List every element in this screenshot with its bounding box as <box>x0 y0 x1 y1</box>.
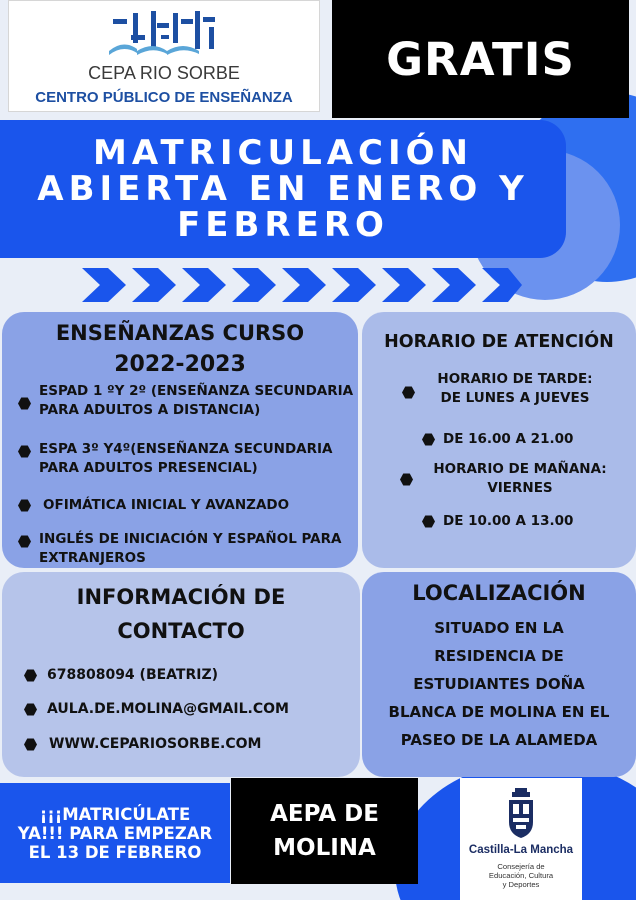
morning-days: VIERNES <box>487 480 553 496</box>
center-name-box <box>231 778 418 884</box>
free-label: GRATIS <box>386 32 575 86</box>
list-item-text: ESPAD 1 ºY 2º (ENSEÑANZA SECUNDARIA PARA ADULTOS A DISTANCIA) <box>39 383 354 418</box>
hexagon-bullet-icon <box>24 738 37 751</box>
contact-title-line2: CONTACTO <box>117 619 245 643</box>
morning-schedule <box>414 460 626 498</box>
schedule-title: HORARIO DE ATENCIÓN <box>384 332 614 352</box>
list-item <box>18 440 356 478</box>
teachings-title-line1: ENSEÑANZAS CURSO <box>55 321 305 345</box>
website-link[interactable]: WWW.CEPARIOSORBE.COM <box>49 736 262 752</box>
hexagon-bullet-icon <box>24 669 37 682</box>
chevron-arrows-icon <box>82 268 522 302</box>
hexagon-bullet-icon <box>18 445 31 458</box>
teachings-panel <box>2 312 358 568</box>
castilla-la-mancha-logo <box>460 778 582 900</box>
phone-text: 678808094 (BEATRIZ) <box>47 667 219 683</box>
free-badge <box>332 0 629 118</box>
region-name: Castilla-La Mancha <box>468 844 574 856</box>
list-item-text: OFIMÁTICA INICIAL Y AVANZADO <box>43 497 290 513</box>
contact-phone <box>24 666 218 685</box>
list-item-text: INGLÉS DE INICIACIÓN Y ESPAÑOL PARA EXTRANJEROS <box>39 531 342 566</box>
banner-title: MATRICULACIÓN ABIERTA EN ENERO Y FEBRERO <box>37 133 529 245</box>
hexagon-bullet-icon <box>400 473 413 486</box>
cepa-logo-icon <box>109 9 221 59</box>
contact-website[interactable] <box>24 735 261 754</box>
location-line: PASEO DE LA ALAMEDA <box>400 731 598 749</box>
hexagon-bullet-icon <box>422 433 435 446</box>
coat-of-arms-icon <box>506 788 536 840</box>
afternoon-label: HORARIO DE TARDE: <box>437 371 593 387</box>
cepa-logo <box>8 0 320 112</box>
enrollment-banner <box>0 120 566 258</box>
center-name: AEPA DE MOLINA <box>270 801 379 861</box>
cepa-name: CEPA RIO SORBE <box>88 63 240 83</box>
afternoon-hours <box>422 430 573 449</box>
cta-text: ¡¡¡MATRICÚLATE YA!!! PARA EMPEZAR EL 13 DE FEBRERO <box>17 804 213 862</box>
contact-panel <box>2 572 360 777</box>
schedule-panel <box>362 312 636 568</box>
afternoon-days: DE LUNES A JUEVES <box>440 390 590 406</box>
contact-title <box>2 580 360 648</box>
region-department: Consejería de Educación, Cultura y Deportes <box>488 862 554 889</box>
location-title: LOCALIZACIÓN <box>412 581 586 605</box>
hexagon-bullet-icon <box>18 397 31 410</box>
cepa-subtitle: CENTRO PÚBLICO DE ENSEÑANZA <box>35 89 293 106</box>
hexagon-bullet-icon <box>24 703 37 716</box>
enroll-call-to-action <box>0 783 230 883</box>
hexagon-bullet-icon <box>18 535 31 548</box>
location-line: BLANCA DE MOLINA EN EL <box>388 703 610 721</box>
contact-email[interactable] <box>24 700 289 719</box>
list-item-text: ESPA 3º Y4º(ENSEÑANZA SECUNDARIA PARA ADULTOS PRESENCIAL) <box>39 441 333 476</box>
email-link[interactable]: AULA.DE.MOLINA@GMAIL.COM <box>47 701 289 717</box>
location-panel <box>362 572 636 777</box>
teachings-title <box>2 318 358 380</box>
list-item <box>18 382 356 420</box>
teachings-title-year: 2022-2023 <box>114 352 246 377</box>
hexagon-bullet-icon <box>402 386 415 399</box>
location-line: ESTUDIANTES DOÑA <box>413 675 585 693</box>
morning-hours-text: DE 10.00 A 13.00 <box>443 513 574 529</box>
list-item <box>18 496 356 515</box>
morning-label: HORARIO DE MAÑANA: <box>433 461 607 477</box>
location-description <box>362 614 636 754</box>
afternoon-hours-text: DE 16.00 A 21.00 <box>443 431 574 447</box>
morning-hours <box>422 512 573 531</box>
hexagon-bullet-icon <box>422 515 435 528</box>
afternoon-schedule <box>420 370 610 408</box>
location-line: SITUADO EN LA <box>434 619 564 637</box>
list-item <box>18 530 356 568</box>
contact-title-line1: INFORMACIÓN DE <box>76 585 286 609</box>
hexagon-bullet-icon <box>18 499 31 512</box>
location-line: RESIDENCIA DE <box>434 647 564 665</box>
